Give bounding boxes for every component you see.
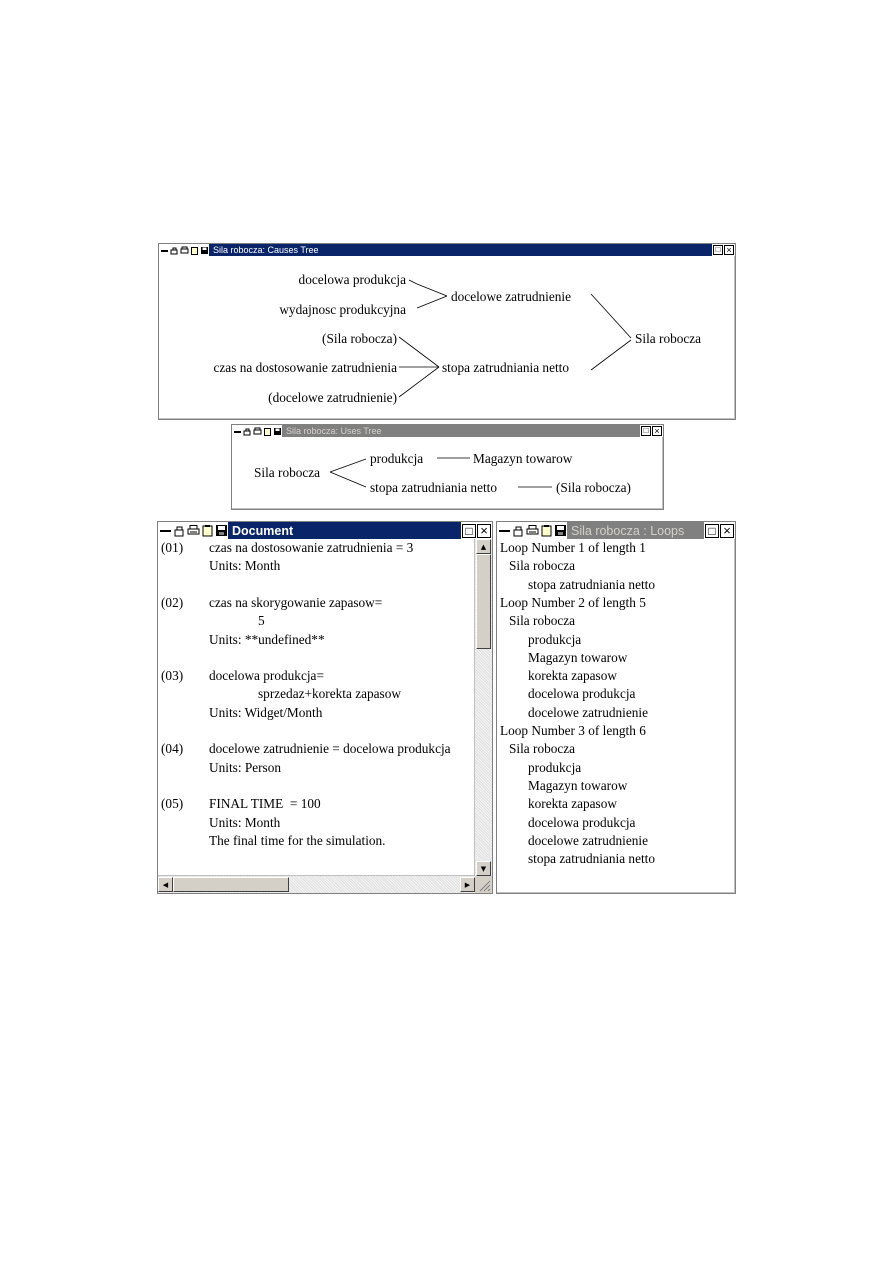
node-wydajnosc-produkcyjna[interactable]: wydajnosc produkcyjna: [279, 302, 406, 317]
maximize-button[interactable]: □: [713, 245, 723, 255]
loop-header: Loop Number 2 of length 5: [500, 594, 646, 610]
document-entry-number: (03): [161, 668, 184, 684]
close-button[interactable]: ×: [724, 245, 734, 255]
window-title: Document: [232, 523, 294, 538]
loop-item: docelowa produkcja: [528, 814, 636, 830]
scroll-up-icon[interactable]: ▲: [476, 539, 491, 554]
document-entry-line: The final time for the simulation.: [209, 832, 386, 848]
loop-item: docelowa produkcja: [528, 686, 636, 702]
window-title: Sila robocza: Causes Tree: [213, 245, 319, 255]
node-sila-robocza[interactable]: Sila robocza: [635, 331, 702, 346]
scroll-left-icon[interactable]: ◀: [158, 877, 173, 892]
print-icon[interactable]: [526, 524, 539, 537]
uses-tree-window: [231, 424, 664, 510]
window-buttons: [712, 244, 735, 256]
print-icon[interactable]: [253, 427, 262, 436]
document-entry-number: (02): [161, 594, 184, 610]
loops-window: [496, 521, 736, 894]
node-docelowe-zatrudnienie[interactable]: docelowe zatrudnienie: [451, 289, 571, 304]
titlebar-tools: [232, 425, 282, 437]
document-entry-line: czas na skorygowanie zapasow=: [209, 594, 383, 610]
document-content[interactable]: [160, 540, 473, 875]
document-entry-line: docelowa produkcja=: [209, 668, 324, 684]
close-button[interactable]: ×: [720, 524, 734, 538]
node-czas-na-dostosowanie[interactable]: czas na dostosowanie zatrudnienia: [213, 360, 397, 375]
loop-header: Loop Number 1 of length 1: [500, 540, 646, 555]
window-title: Sila robocza : Loops: [571, 523, 685, 538]
node-sila-robocza-paren[interactable]: (Sila robocza): [556, 480, 631, 495]
document-entry-line: 5: [258, 613, 265, 629]
clipboard-icon[interactable]: [190, 246, 199, 255]
window-buttons: [704, 522, 735, 539]
minimize-icon[interactable]: [159, 524, 172, 537]
loop-item: Sila robocza: [509, 558, 576, 574]
document-window: [157, 521, 493, 894]
loop-item: korekta zapasow: [528, 668, 617, 684]
minimize-icon[interactable]: [160, 246, 169, 255]
node-sila-robocza-paren[interactable]: (Sila robocza): [322, 331, 397, 346]
scroll-thumb-horizontal[interactable]: [173, 877, 289, 892]
save-icon[interactable]: [554, 524, 567, 537]
node-docelowa-produkcja[interactable]: docelowa produkcja: [298, 272, 406, 287]
lock-icon[interactable]: [173, 524, 186, 537]
node-stopa-zatrudniania[interactable]: stopa zatrudniania netto: [370, 480, 498, 495]
print-icon[interactable]: [187, 524, 200, 537]
causes-tree-diagram: [159, 256, 735, 419]
loop-item: korekta zapasow: [528, 796, 617, 812]
lock-icon[interactable]: [170, 246, 179, 255]
minimize-icon[interactable]: [498, 524, 511, 537]
maximize-button[interactable]: □: [462, 524, 476, 538]
lock-icon[interactable]: [243, 427, 252, 436]
save-icon[interactable]: [200, 246, 209, 255]
vertical-scrollbar[interactable]: [474, 539, 492, 876]
loop-item: docelowe zatrudnienie: [528, 704, 648, 720]
node-stopa-zatrudniania[interactable]: stopa zatrudniania netto: [442, 360, 570, 375]
loops-content[interactable]: [499, 540, 733, 891]
document-entry-number: (04): [161, 741, 184, 757]
document-entry-line: docelowe zatrudnienie = docelowa produkcja: [209, 741, 451, 757]
close-button[interactable]: ×: [477, 524, 491, 538]
save-icon[interactable]: [273, 427, 282, 436]
loop-item: produkcja: [528, 631, 582, 647]
print-icon[interactable]: [180, 246, 189, 255]
loop-item: Sila robocza: [509, 741, 576, 757]
maximize-button[interactable]: □: [641, 426, 651, 436]
loop-item: Magazyn towarow: [528, 649, 628, 665]
loop-item: docelowe zatrudnienie: [528, 832, 648, 848]
window-buttons: [640, 425, 663, 437]
document-entry-line: czas na dostosowanie zatrudnienia = 3: [209, 540, 414, 555]
window-buttons: [461, 522, 492, 539]
node-produkcja[interactable]: produkcja: [370, 451, 424, 466]
node-sila-robocza[interactable]: Sila robocza: [254, 465, 321, 480]
document-entry-number: (01): [161, 540, 184, 555]
minimize-icon[interactable]: [233, 427, 242, 436]
scroll-right-icon[interactable]: ▶: [460, 877, 475, 892]
loop-item: stopa zatrudniania netto: [528, 851, 656, 867]
resize-grip-icon[interactable]: [475, 876, 492, 893]
loop-header: Loop Number 3 of length 6: [500, 723, 646, 738]
clipboard-icon[interactable]: [201, 524, 214, 537]
lock-icon[interactable]: [512, 524, 525, 537]
horizontal-scrollbar[interactable]: [158, 875, 475, 893]
document-entry-line: FINAL TIME = 100: [209, 796, 321, 812]
node-docelowe-zatrudnienie-paren[interactable]: (docelowe zatrudnienie): [268, 390, 397, 405]
document-entry-line: Units: Widget/Month: [209, 704, 323, 720]
document-entry-line: Units: Month: [209, 814, 281, 830]
causes-tree-window: [158, 243, 736, 420]
loop-item: stopa zatrudniania netto: [528, 576, 656, 592]
titlebar-tools: [497, 522, 567, 539]
document-titlebar[interactable]: [158, 522, 492, 539]
document-entry-line: sprzedaz+korekta zapasow: [258, 686, 401, 702]
close-button[interactable]: ×: [652, 426, 662, 436]
window-title: Sila robocza: Uses Tree: [286, 426, 382, 436]
scroll-down-icon[interactable]: ▼: [476, 861, 491, 876]
loop-item: Sila robocza: [509, 613, 576, 629]
loops-titlebar[interactable]: [497, 522, 735, 539]
maximize-button[interactable]: □: [705, 524, 719, 538]
document-entry-number: (05): [161, 796, 184, 812]
uses-tree-diagram: [232, 437, 663, 509]
uses-tree-titlebar[interactable]: [232, 425, 663, 437]
titlebar-tools: [159, 244, 209, 256]
document-entry-line: Units: Person: [209, 759, 282, 775]
scroll-thumb[interactable]: [476, 554, 491, 649]
document-entry-line: Units: **undefined**: [209, 631, 325, 647]
document-entry-line: Units: Month: [209, 558, 281, 574]
titlebar-tools: [158, 522, 228, 539]
loop-item: Magazyn towarow: [528, 777, 628, 793]
save-icon[interactable]: [215, 524, 228, 537]
clipboard-icon[interactable]: [263, 427, 272, 436]
clipboard-icon[interactable]: [540, 524, 553, 537]
node-magazyn-towarow[interactable]: Magazyn towarow: [473, 451, 573, 466]
loop-item: produkcja: [528, 759, 582, 775]
causes-tree-titlebar[interactable]: [159, 244, 735, 256]
